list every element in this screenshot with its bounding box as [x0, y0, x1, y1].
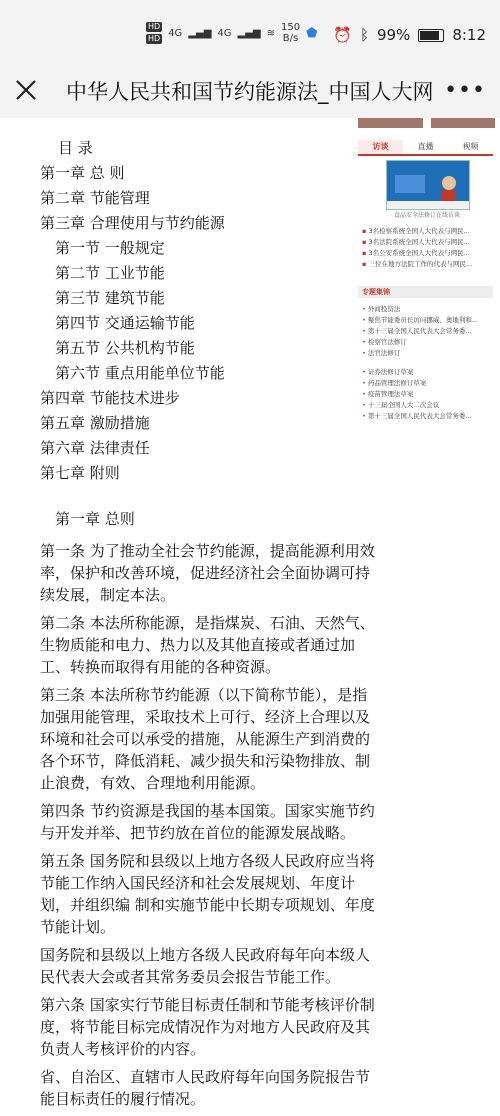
zhuanti-item[interactable]: • 检察官法修订	[362, 337, 492, 348]
hd-badge: HD	[148, 34, 161, 43]
wifi-icon: ≋	[266, 27, 275, 39]
toc-item: 第七章 附则	[40, 464, 120, 482]
tab-interview[interactable]: 访谈	[358, 140, 403, 154]
video-list	[362, 226, 492, 270]
network-4g-1: 4G	[168, 27, 183, 39]
net-speed	[281, 22, 300, 44]
video-list-item[interactable]: ▪ 3名法院系统全国人大代表与网民...	[362, 237, 492, 248]
toc-heading: 目 录	[58, 139, 93, 157]
article-content	[0, 118, 500, 1108]
alarm-icon: ⏰	[333, 26, 352, 44]
hd-badge: HD	[148, 22, 161, 31]
video-list-item[interactable]: ▪ 3名公安系统全国人大代表与网民...	[362, 248, 492, 259]
toc-item: 第六章 法律责任	[40, 439, 150, 457]
article-paragraph: 国务院和县级以上地方各级人民政府每年向本级人民代表大会或者其常务委员会报告节能工作。	[40, 946, 371, 986]
zhuanti-item[interactable]: • 聚焦节能委员长访问挪威、奥地利和...	[362, 315, 492, 326]
title-bar	[0, 66, 500, 118]
article-paragraph: 第六条 国家实行节能目标责任制和节能考核评价制度，将节能目标完成情况作为对地方人民政府及其负责人考核评价的内容。	[40, 996, 375, 1058]
signal-icon: ▂▄▆	[237, 27, 261, 39]
signal-icon: ▂▄▆	[188, 27, 212, 39]
battery-icon	[418, 29, 444, 42]
table-of-contents	[40, 136, 225, 486]
zhuanti-item[interactable]: • 第十三届全国人民代表大会常务委...	[362, 411, 492, 422]
video-list-item[interactable]: ▪ 三位在地方法院工作的代表与网民...	[362, 259, 492, 270]
more-options-button[interactable]: •••	[444, 78, 486, 103]
video-scene-icon	[387, 161, 469, 209]
article-paragraph: 第一条 为了推动全社会节约能源，提高能源利用效率，保护和改善环境，促进经济社会全面协调可持续发展，制定本法。	[40, 542, 375, 604]
toc-item: 第一章 总 则	[40, 164, 125, 182]
zhuanti-item[interactable]: • 药品管理法修订草案	[362, 378, 492, 389]
network-4g-2: 4G	[217, 27, 232, 39]
shield-icon: ⬟	[306, 25, 318, 41]
zhuanti-item[interactable]: • 十三届全国人大二次会议	[362, 400, 492, 411]
tab-video[interactable]: 视频	[462, 142, 479, 151]
toc-section: 第一节 一般规定	[55, 239, 165, 257]
strip-image[interactable]	[431, 118, 496, 128]
side-panel	[358, 118, 495, 438]
top-image-strip	[358, 118, 495, 128]
battery-percent: 99%	[376, 26, 411, 44]
toc-section: 第六节 重点用能单位节能	[55, 364, 225, 382]
article-paragraph: 第五条 国务院和县级以上地方各级人民政府应当将节能工作纳入国民经济和社会发展规划、年度计划，并组织编 制和实施节能中长期专项规划、年度节能计划。	[40, 852, 375, 936]
clock: 8:12	[452, 26, 486, 44]
status-right	[333, 26, 486, 44]
article-paragraph: 第四条 节约资源是我国的基本国策。国家实施节约与开发并举、把节约放在首位的能源发展战略。	[40, 802, 375, 842]
toc-item: 第四章 节能技术进步	[40, 389, 180, 407]
toc-section: 第五节 公共机构节能	[55, 339, 195, 357]
zhuanti-item[interactable]: • 疫苗管理法草案	[362, 389, 492, 400]
status-bar	[0, 0, 500, 66]
article-paragraph: 第二条 本法所称能源，是指煤炭、石油、天然气、生物质能和电力、热力以及其他直接或者通过加工、转换而取得有用能的各种资源。	[40, 614, 375, 676]
toc-section: 第三节 建筑节能	[55, 289, 165, 307]
tab-live[interactable]: 直播	[417, 142, 434, 151]
strip-image[interactable]	[358, 118, 423, 128]
net-speed-unit: B/s	[282, 33, 299, 44]
zhuanti-list	[362, 304, 492, 422]
zhuanti-item[interactable]: • 证券法修订草案	[362, 367, 492, 378]
network-indicators	[146, 22, 317, 44]
toc-section: 第四节 交通运输节能	[55, 314, 195, 332]
toc-section: 第二节 工业节能	[55, 264, 165, 282]
panel-tabs	[358, 140, 493, 156]
bluetooth-icon: ᛒ	[359, 26, 369, 44]
article-paragraph: 第三条 本法所称节约能源（以下简称节能），是指加强用能管理，采取技术上可行、经济上合理以及环境和社会可以承受的措施，从能源生产到消费的各个环节，降低消耗、减少损失和污染物排放、制止浪费，有效、合理地利用能源。	[40, 686, 371, 792]
article-paragraph: 省、自治区、直辖市人民政府每年向国务院报告节能目标责任的履行情况。	[40, 1068, 371, 1108]
video-thumbnail[interactable]	[386, 160, 470, 210]
toc-item: 第三章 合理使用与节约能源	[40, 214, 225, 232]
chapter-heading: 第一章 总则	[55, 510, 135, 528]
net-speed-value: 150	[280, 22, 301, 33]
zhuanti-heading: 专题集锦	[358, 286, 493, 298]
close-icon[interactable]	[14, 78, 38, 102]
toc-item: 第五章 激励措施	[40, 414, 150, 432]
video-list-item[interactable]: ▪ 3名检察系统全国人大代表与网民...	[362, 226, 492, 237]
toc-item: 第二章 节能管理	[40, 189, 150, 207]
video-caption: 食品安全法修订在线访谈	[393, 212, 460, 219]
page-title: 中华人民共和国节约能源法_中国人大网	[66, 80, 434, 104]
article-body	[40, 508, 375, 1116]
zhuanti-item[interactable]: • 外商投资法	[362, 304, 492, 315]
zhuanti-item[interactable]: • 第十三届全国人民代表大会常务委...	[362, 326, 492, 337]
zhuanti-item[interactable]: • 法官法修订	[362, 348, 492, 359]
